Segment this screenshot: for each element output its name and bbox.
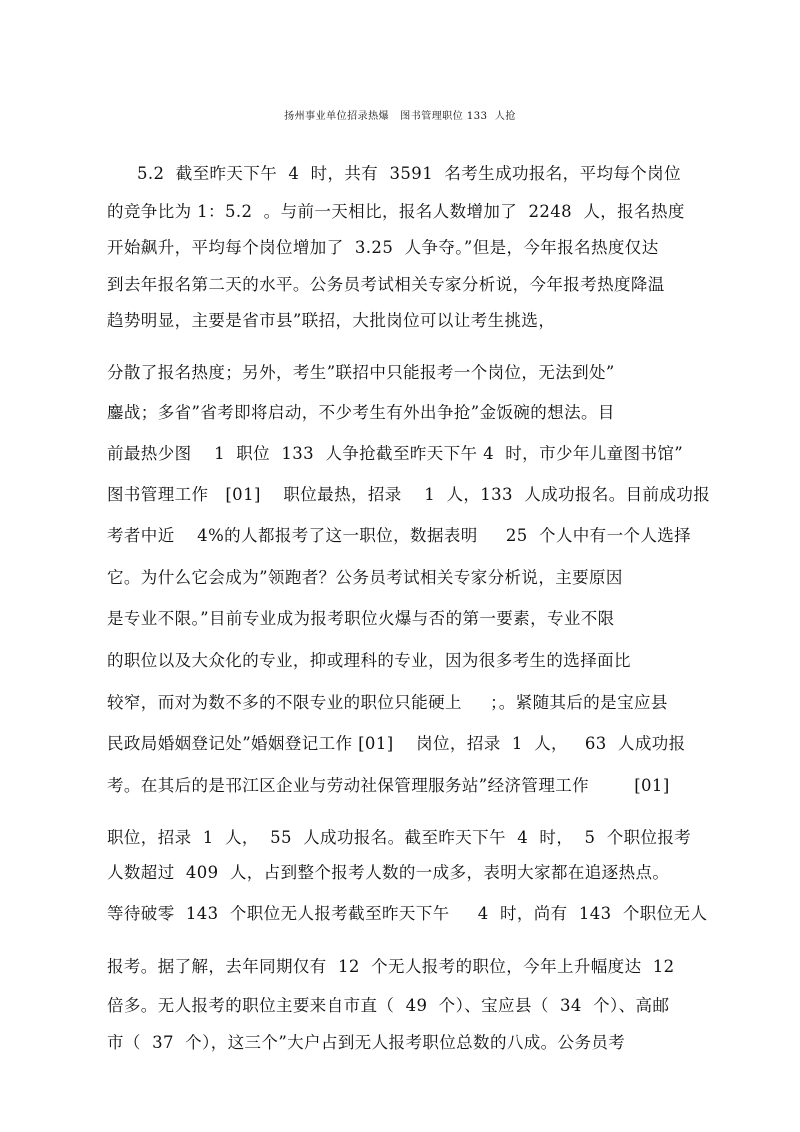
body-line-4: 到去年报名第二天的水平。公务员考试相关专家分析说，今年报考热度降温 <box>107 275 665 294</box>
body-line-17: 职位，招录 1 人， 55 人成功报名。截至昨天下午 4 时， 5 个职位报考 <box>107 828 692 847</box>
body-line-11: 它。为什么它会成为”领跑者？公务员考试相关专家分析说，主要原因 <box>107 568 623 587</box>
body-line-15: 民政局婚姻登记处”婚姻登记工作 [01] 岗位，招录 1 人， 63 人成功报 <box>107 734 686 753</box>
body-line-1: 5.2 截至昨天下午 4 时，共有 3591 名考生成功报名，平均每个岗位 <box>137 164 681 183</box>
body-line-13: 的职位以及大众化的专业，抑或理科的专业，因为很多考生的选择面比 <box>107 651 631 670</box>
body-line-20: 报考。据了解，去年同期仅有 12 个无人报考的职位，今年上升幅度达 12 <box>107 957 675 976</box>
body-line-7: 鏖战；多省”省考即将启动，不少考生有外出争抢”金饭碗的想法。目 <box>107 403 615 422</box>
body-line-9: 图书管理工作 [01] 职位最热，招录 1 人，133 人成功报名。目前成功报 <box>107 485 711 504</box>
body-line-18: 人数超过 409 人，占到整个报考人数的一成多，表明大家都在追逐热点。 <box>107 863 670 882</box>
body-line-8: 前最热少图 1 职位 133 人争抢截至昨天下午 4 时，市少年儿童图书馆” <box>107 444 684 463</box>
body-line-12: 是专业不限。”目前专业成为报考职位火爆与否的第一要素，专业不限 <box>107 609 615 628</box>
body-line-19: 等待破零 143 个职位无人报考截至昨天下午 4 时，尚有 143 个职位无人 <box>107 904 708 923</box>
body-line-21: 倍多。无人报考的职位主要来自市直（ 49 个）、宝应县（ 34 个）、高邮 <box>107 996 670 1015</box>
body-line-16: 考。在其后的是邗江区企业与劳动社保管理服务站”经济管理工作 [01] <box>107 776 670 795</box>
body-line-5: 趋势明显，主要是省市县”联招，大批岗位可以让考生挑选， <box>107 311 556 330</box>
body-line-3: 开始飙升，平均每个岗位增加了 3.25 人争夺。”但是，今年报名热度仅达 <box>107 238 659 257</box>
body-line-14: 较窄，而对为数不多的不限专业的职位只能硬上 ；。紧随其后的是宝应县 <box>107 693 668 712</box>
body-line-10: 考者中近 4%的人都报考了这一职位，数据表明 25 个人中有一个人选择 <box>107 526 692 545</box>
article-title: 扬州事业单位招录热爆 图书管理职位 133 人抢 <box>284 111 516 122</box>
body-line-2: 的竞争比为 1：5.2 。与前一天相比，报名人数增加了 2248 人，报名热度 <box>107 202 685 221</box>
body-line-22: 市（ 37 个），这三个”大户占到无人报考职位总数的八成。公务员考 <box>107 1033 626 1052</box>
body-line-6: 分散了报名热度；另外，考生”联招中只能报考一个岗位，无法到处” <box>107 363 615 382</box>
